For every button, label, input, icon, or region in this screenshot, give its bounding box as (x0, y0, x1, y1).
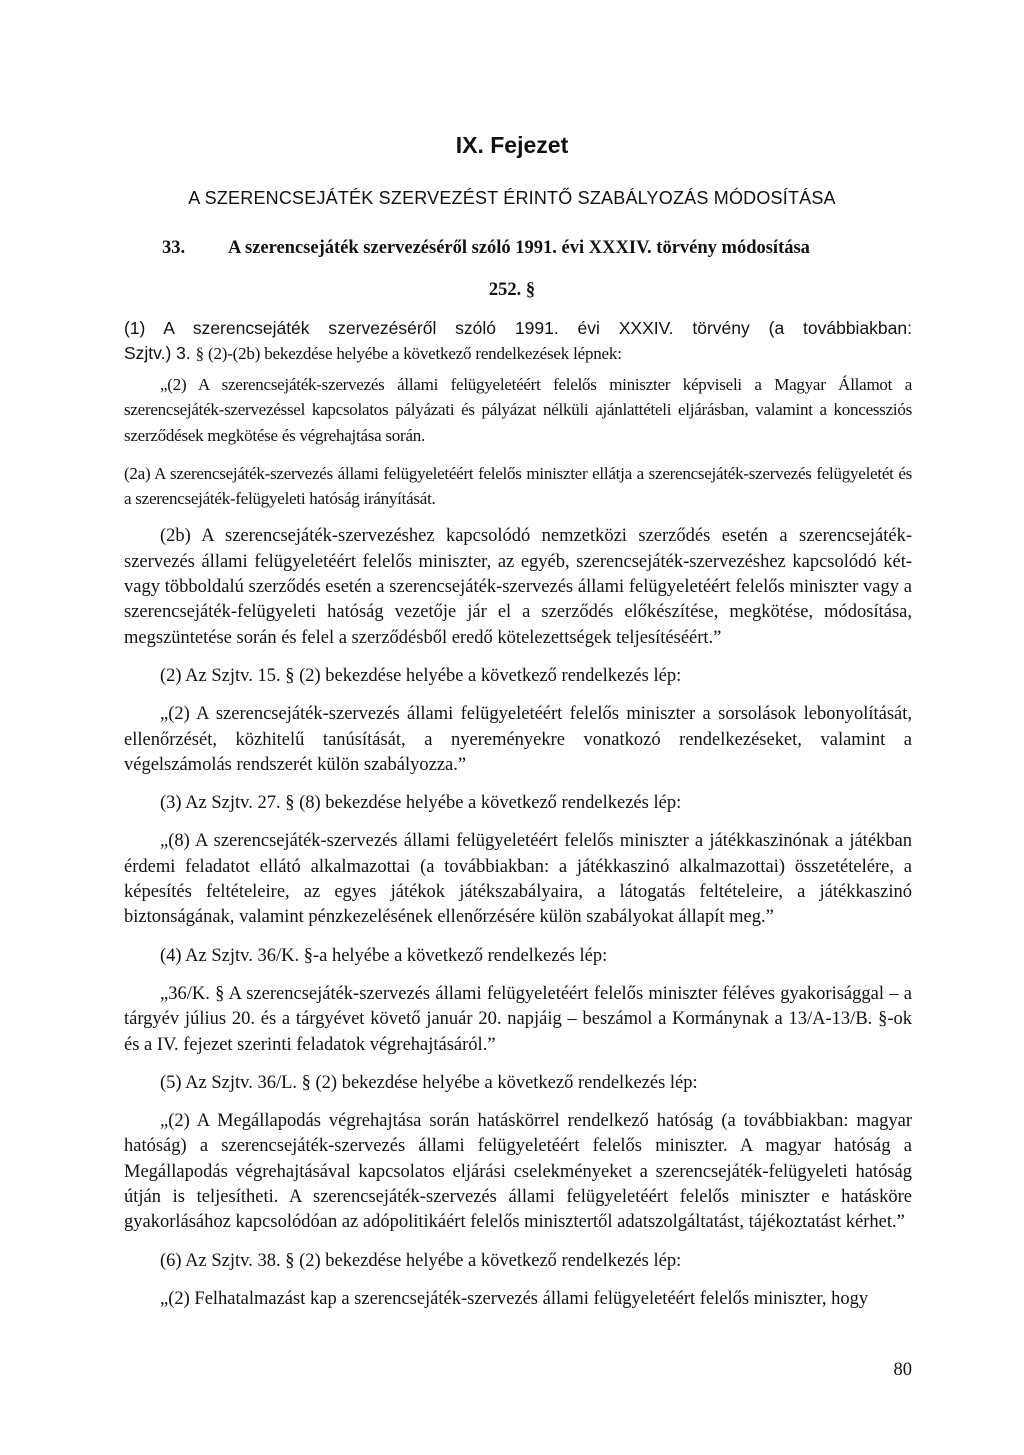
intro-line-1: (1) A szerencsejáték szervezéséről szóló 1991. évi XXXIV. törvény (a továbbiakban: (124, 318, 912, 338)
intro-line-2-start: Szjtv.) 3. (124, 343, 196, 363)
paragraph-number: 252. § (488, 280, 536, 300)
amendment-paragraph: (2a) A szerencsejáték-szervezés állami felügyeletéért felelős miniszter ellátja a szerencsejáték-szervezés felügyeletét és a szerencsejáték-felügyeleti hatóság irányítását. (124, 463, 912, 509)
intro-line-2 (124, 341, 912, 366)
amendment-paragraph: „(2) A szerencsejáték-szervezés állami felügyeletéért felelős miniszter képviseli a Magyar Államot a szerencsejáték-szervezéssel kapcsolatos pályázati és pályázat nélküli ajánlattételi eljárásban, valamint a koncessziós szerződések megkötése és végrehajtása során. (124, 375, 912, 445)
section-title: A szerencsejáték szervezéséről szóló 1991. évi XXXIV. törvény módosítása (228, 238, 810, 258)
amendment-paragraph: „(2) A szerencsejáték-szervezés állami felügyeletéért felelős miniszter a sorsolások lebonyolítását, ellenőrzését, közhitelű tanúsítását, a nyereményekre vonatkozó rendelkezéseket, valamint a végelszámolás rendszerét külön szabályozza.” (124, 704, 912, 775)
amending-clause: (3) Az Szjtv. 27. § (8) bekezdése helyébe a következő rendelkezés lép: (160, 793, 682, 814)
amendment-paragraph: (2b) A szerencsejáték-szervezéshez kapcsolódó nemzetközi szerződés esetén a szerencsejáték-szervezés állami felügyeletéért felelős miniszter, az egyéb, szerencsejáték-szervezéshez kapcsolódó két- vagy többoldalú szerződés esetén a szerencsejáték-szervezés állami felügyeletéért felelős miniszter vagy a szerencsejáték-felügyeleti hatóság vezetője jár el a szerződés előkészítése, megkötése, módosítása, megszüntetése során és felel a szerződésből eredő kötelezettségek teljesítéséért.” (124, 526, 912, 648)
amendment-paragraph: „(2) A Megállapodás végrehajtása során hatáskörrel rendelkező hatóság (a továbbiakban: magyar hatóság) a szerencsejáték-szervezés állami felügyeletéért felelős miniszter. A magyar hatóság a Megállapodás végrehajtásával kapcsolatos eljárási cselekményeket a szerencsejáték-felügyeleti hatóság útján is teljesítheti. A szerencsejáték-szervezés állami felügyeletéért felelős miniszter e hatásköre gyakorlásához kapcsolódóan az adópolitikáért felelős minisztertől adatszolgáltatást, tájékoztatást kérhet.” (124, 1111, 912, 1233)
section-number: 33. (162, 238, 186, 258)
amending-clause: (2) Az Szjtv. 15. § (2) bekezdése helyébe a következő rendelkezés lép: (160, 665, 682, 686)
intro-line-2-end: § (2)-(2b) bekezdése helyébe a következő rendelkezések lépnek: (195, 344, 622, 363)
chapter-title: IX. Fejezet (455, 132, 569, 158)
amendment-paragraph: „(8) A szerencsejáték-szervezés állami felügyeletéért felelős miniszter a játékkaszinónak a játékban érdemi feladatot ellátó alkalmazottai (a továbbiakban: a játékkaszinó alkalmazottai) összetételére, a képesítés feltételeire, az egyes játékok játékszabályaira, a látogatás feltételeire, a játékkaszinó biztonságának, valamint pénzkezelésének ellenőrzésére külön szabályokat állapít meg.” (124, 831, 912, 928)
intro-text (124, 316, 912, 366)
page-number: 80 (893, 1360, 912, 1380)
body-text (124, 372, 912, 1325)
amending-clause: (5) Az Szjtv. 36/L. § (2) bekezdése helyébe a következő rendelkezés lép: (160, 1072, 698, 1093)
amendment-paragraph: „36/K. § A szerencsejáték-szervezés állami felügyeletéért felelős miniszter féléves gyakorisággal – a tárgyév július 20. és a tárgyévet követő január 20. napjáig – beszámol a Kormánynak a 13/A-13/B. §-ok és a IV. fejezet szerinti feladatok végrehajtásáról.” (124, 983, 912, 1055)
chapter-subtitle: A SZERENCSEJÁTÉK SZERVEZÉST ÉRINTŐ SZABÁLYOZÁS MÓDOSÍTÁSA (188, 188, 836, 208)
amendment-paragraph: „(2) Felhatalmazást kap a szerencsejáték-szervezés állami felügyeletéért felelős miniszter, hogy (160, 1288, 869, 1309)
section-heading (162, 238, 810, 259)
amending-clause: (6) Az Szjtv. 38. § (2) bekezdése helyébe a következő rendelkezés lép: (160, 1250, 682, 1271)
amending-clause: (4) Az Szjtv. 36/K. §-a helyébe a következő rendelkezés lép: (160, 945, 608, 966)
